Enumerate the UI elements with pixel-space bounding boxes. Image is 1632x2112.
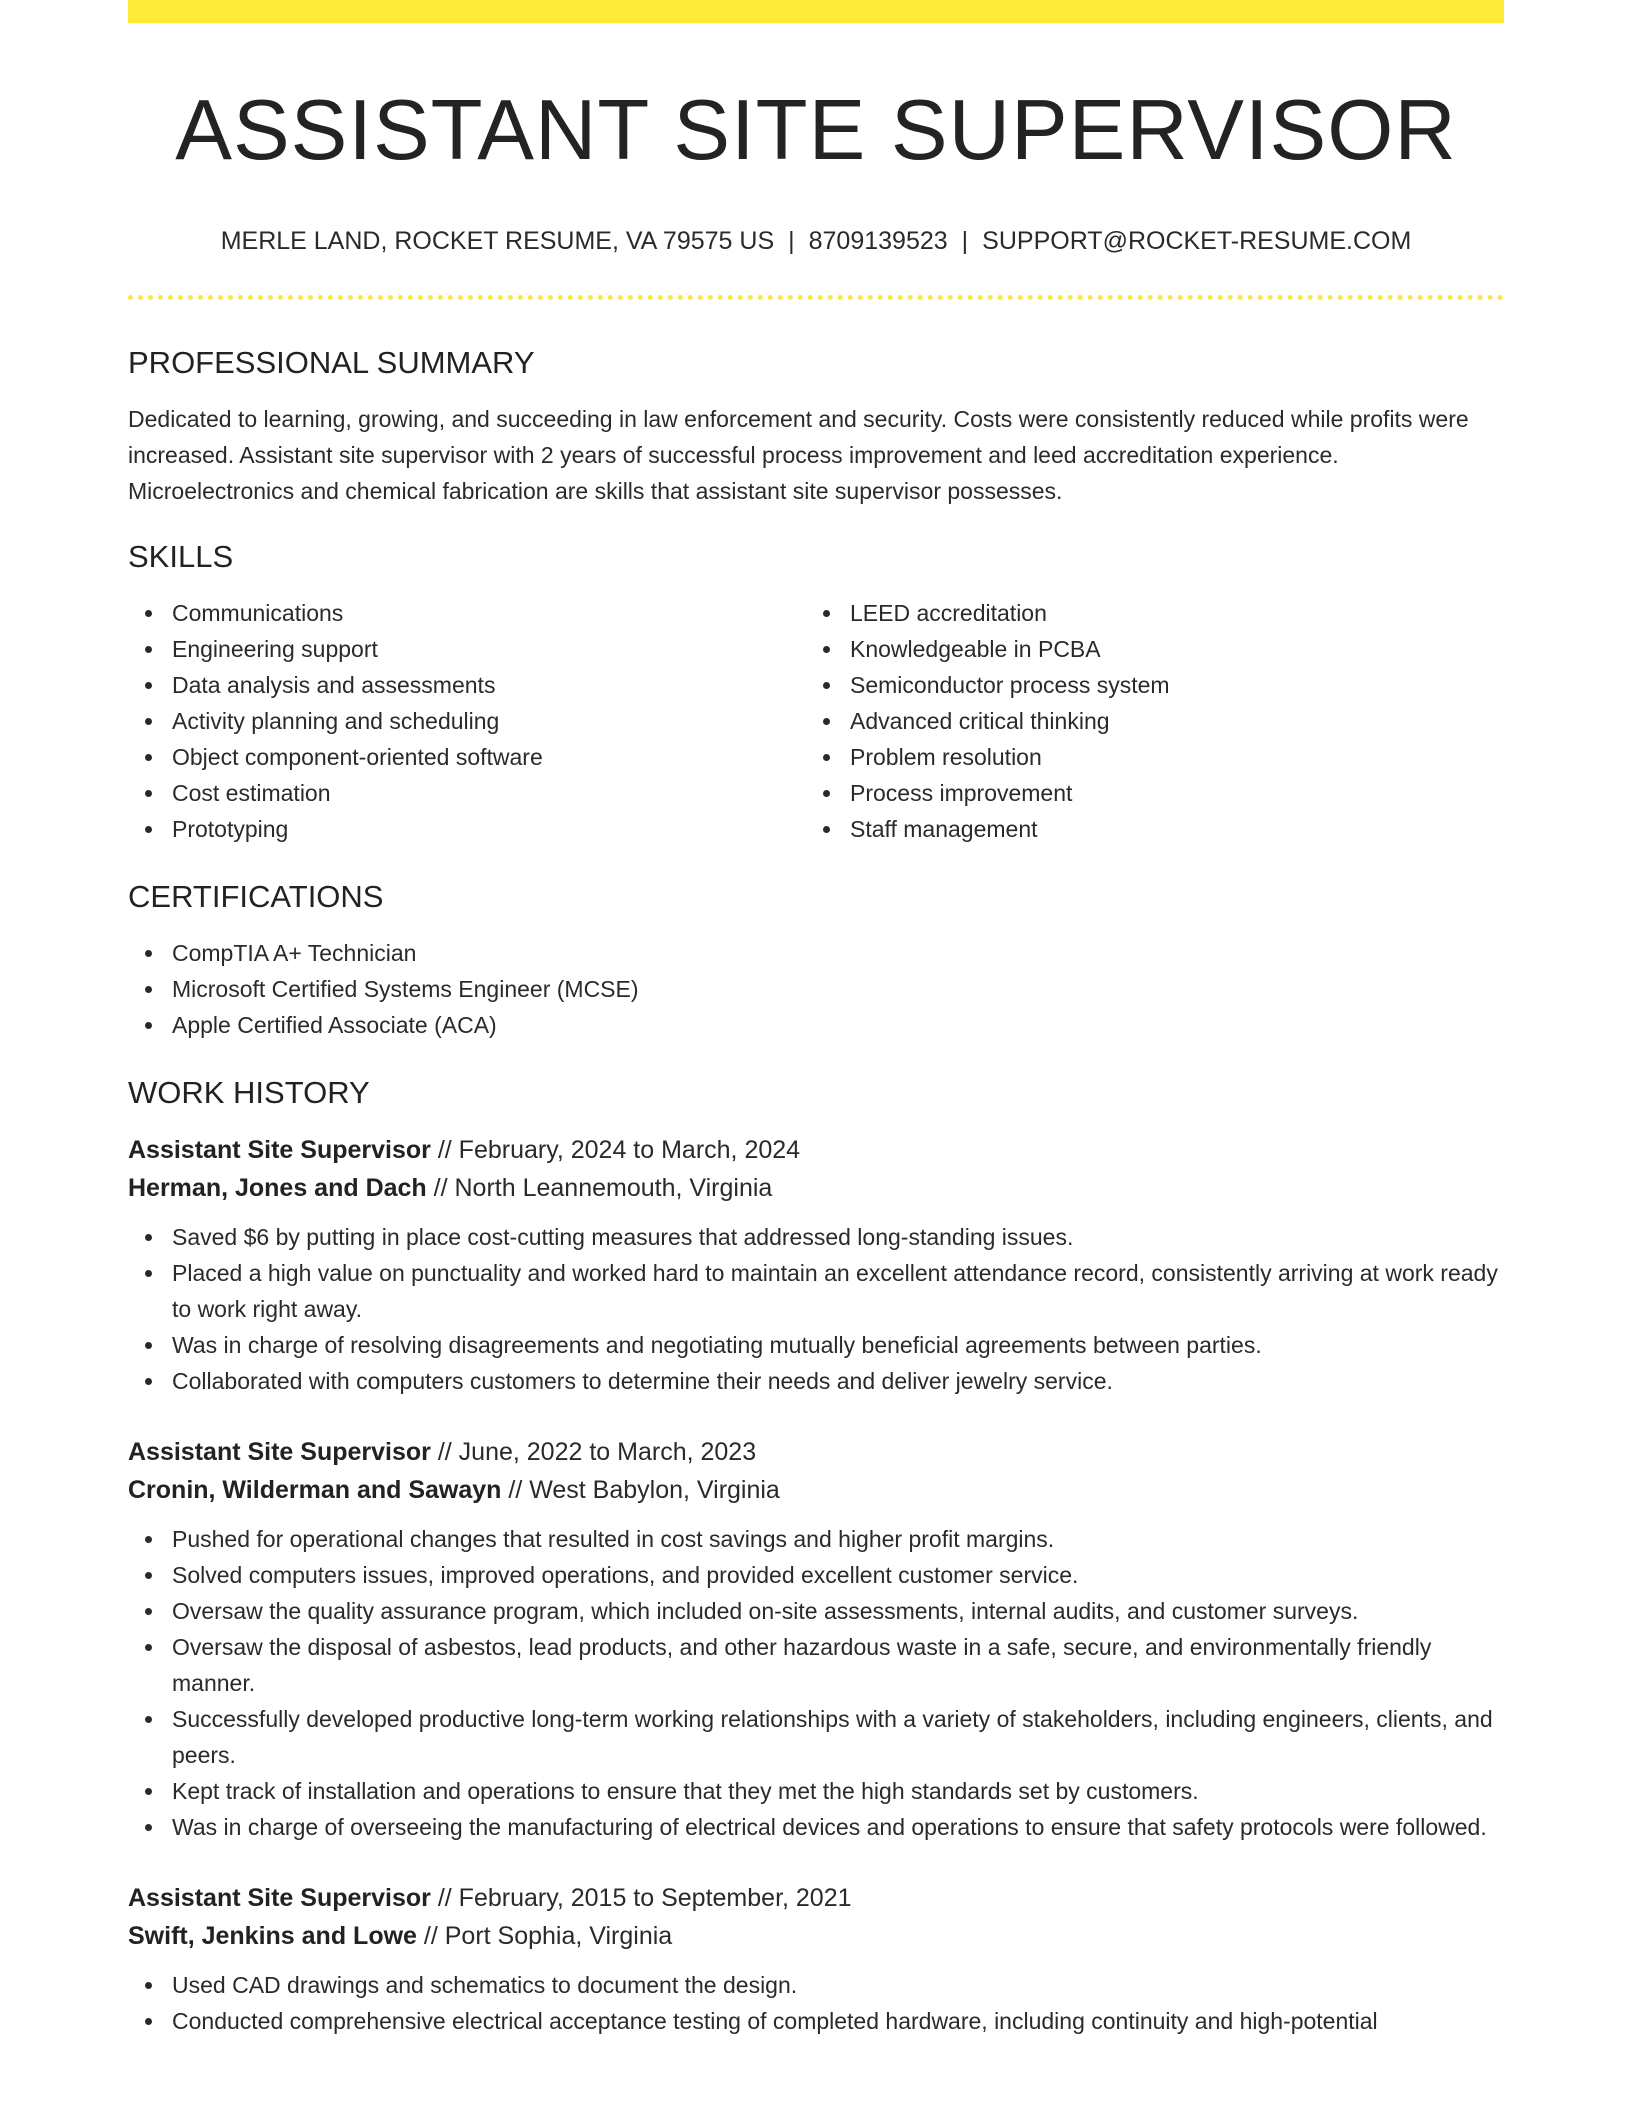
job-duties-list — [128, 1521, 1504, 1845]
job-dates: // June, 2022 to March, 2023 — [430, 1438, 757, 1466]
job-location: // Port Sophia, Virginia — [416, 1922, 673, 1950]
certification-item: Apple Certified Associate (ACA) — [128, 1007, 1504, 1043]
skill-item: Activity planning and scheduling — [128, 703, 806, 739]
job-title-line — [128, 1433, 1504, 1471]
dotted-divider — [128, 295, 1504, 300]
job-duties-list — [128, 1967, 1504, 2039]
certification-item: Microsoft Certified Systems Engineer (MCSE) — [128, 971, 1504, 1007]
contact-email: SUPPORT@ROCKET-RESUME.COM — [982, 227, 1412, 255]
skill-item: Communications — [128, 595, 806, 631]
job-title: Assistant Site Supervisor — [128, 1884, 431, 1912]
skill-item: Prototyping — [128, 811, 806, 847]
job-location: // West Babylon, Virginia — [501, 1476, 780, 1504]
skill-item: Staff management — [806, 811, 1484, 847]
contact-phone: 8709139523 — [808, 227, 948, 255]
job-duty: Placed a high value on punctuality and worked hard to maintain an excellent attendance record, consistently arriving at work ready to work right away. — [128, 1255, 1504, 1327]
resume-page — [128, 0, 1504, 2039]
job-duty: Kept track of installation and operations to ensure that they met the high standards set by customers. — [128, 1773, 1504, 1809]
job-title: Assistant Site Supervisor — [128, 1438, 431, 1466]
job-dates: // February, 2024 to March, 2024 — [430, 1136, 801, 1164]
job-duty: Oversaw the disposal of asbestos, lead products, and other hazardous waste in a safe, secure, and environmentally friendly manner. — [128, 1629, 1504, 1701]
contact-separator: | — [788, 227, 795, 255]
job-duty: Solved computers issues, improved operations, and provided excellent customer service. — [128, 1557, 1504, 1593]
summary-text: Dedicated to learning, growing, and succeeding in law enforcement and security. Costs were consistently reduced while profits were increased. Assistant site supervisor with 2 years of successful process improvement and leed accreditation experience. Microelectronics and chemical fabrication are skills that assistant site supervisor possesses. — [128, 406, 1469, 504]
job-company: Swift, Jenkins and Lowe — [128, 1922, 417, 1950]
skill-item: Engineering support — [128, 631, 806, 667]
certification-item: CompTIA A+ Technician — [128, 935, 1504, 971]
skill-item: Advanced critical thinking — [806, 703, 1484, 739]
skill-item: Object component-oriented software — [128, 739, 806, 775]
skills-heading: SKILLS — [128, 539, 234, 574]
job-title-line — [128, 1879, 1504, 1917]
job-location: // North Leannemouth, Virginia — [426, 1174, 773, 1202]
job-company-line — [128, 1917, 1504, 1955]
job-entry — [128, 1131, 1504, 1399]
skills-columns — [128, 595, 1504, 847]
work-history-heading: WORK HISTORY — [128, 1075, 370, 1110]
skill-item: Data analysis and assessments — [128, 667, 806, 703]
job-entry — [128, 1879, 1504, 2039]
job-dates: // February, 2015 to September, 2021 — [430, 1884, 852, 1912]
contact-separator: | — [961, 227, 969, 255]
contact-address: MERLE LAND, ROCKET RESUME, VA 79575 US — [220, 227, 775, 255]
certifications-heading: CERTIFICATIONS — [128, 879, 384, 914]
contact-line — [128, 225, 1504, 257]
job-duty: Used CAD drawings and schematics to document the design. — [128, 1967, 1504, 2003]
skill-item: Problem resolution — [806, 739, 1484, 775]
certifications-list — [128, 935, 1504, 1043]
job-duties-list — [128, 1219, 1504, 1399]
skill-item: Knowledgeable in PCBA — [806, 631, 1484, 667]
job-duty: Oversaw the quality assurance program, which included on-site assessments, internal audits, and customer surveys. — [128, 1593, 1504, 1629]
job-duty: Saved $6 by putting in place cost-cutting measures that addressed long-standing issues. — [128, 1219, 1504, 1255]
job-duty: Collaborated with computers customers to determine their needs and deliver jewelry service. — [128, 1363, 1504, 1399]
skill-item: Cost estimation — [128, 775, 806, 811]
job-title-line — [128, 1131, 1504, 1169]
job-company-line — [128, 1169, 1504, 1207]
job-duty: Conducted comprehensive electrical acceptance testing of completed hardware, including continuity and high-potential — [128, 2003, 1504, 2039]
skill-item: Semiconductor process system — [806, 667, 1484, 703]
resume-title: ASSISTANT SITE SUPERVISOR — [175, 83, 1457, 178]
job-company: Cronin, Wilderman and Sawayn — [128, 1476, 502, 1504]
summary-heading: PROFESSIONAL SUMMARY — [128, 345, 535, 380]
skills-left-list — [128, 595, 806, 847]
job-entry — [128, 1433, 1504, 1845]
skill-item: LEED accreditation — [806, 595, 1484, 631]
job-company: Herman, Jones and Dach — [128, 1174, 427, 1202]
skill-item: Process improvement — [806, 775, 1484, 811]
job-duty: Was in charge of overseeing the manufacturing of electrical devices and operations to ensure that safety protocols were followed. — [128, 1809, 1504, 1845]
job-company-line — [128, 1471, 1504, 1509]
job-duty: Successfully developed productive long-term working relationships with a variety of stakeholders, including engineers, clients, and peers. — [128, 1701, 1504, 1773]
job-duty: Was in charge of resolving disagreements and negotiating mutually beneficial agreements between parties. — [128, 1327, 1504, 1363]
job-duty: Pushed for operational changes that resulted in cost savings and higher profit margins. — [128, 1521, 1504, 1557]
job-title: Assistant Site Supervisor — [128, 1136, 431, 1164]
accent-top-bar — [128, 0, 1504, 23]
skills-right-list — [806, 595, 1484, 847]
